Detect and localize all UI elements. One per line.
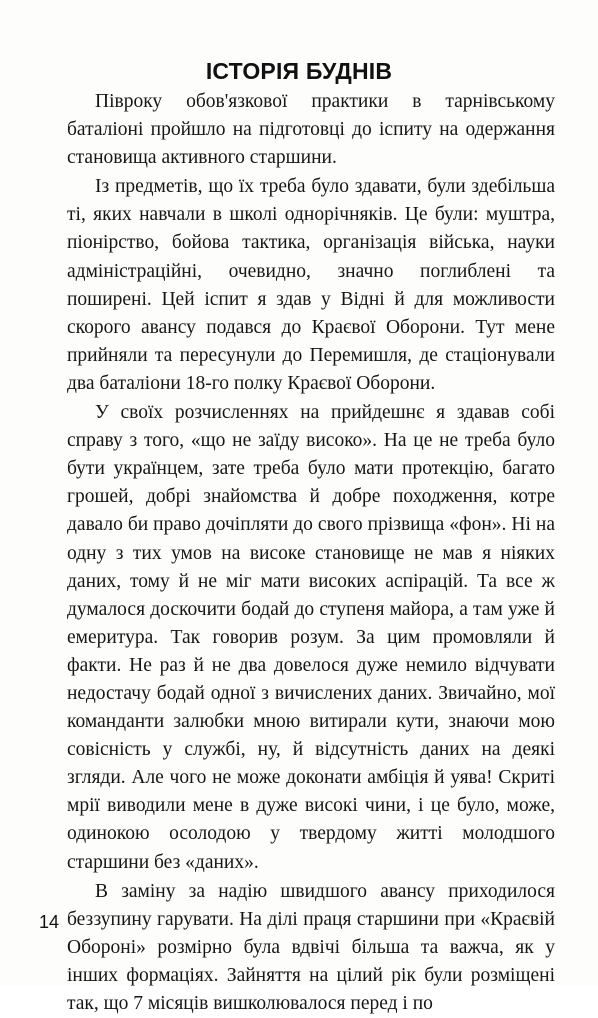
- chapter-heading: ІСТОРІЯ БУДНІВ: [205, 58, 393, 84]
- page-number: 14: [39, 912, 60, 932]
- paragraph: У своїх розчисленнях на прийдешнє я здавав собі справу з того, «що не заїду високо». На це не треба було бути українцем, зате треба було мати протекцію, багато грошей, добрі знайомства й добре походження, котре давало би право дочіпляти до свого прізвища «фон». Ні на одну з тих умов на високе становище не мав я ніяких даних, тому й не міг мати високих аспірацій. Та все ж думалося доскочити бодай до ступеня майора, а там уже й емеритура. Так говорив розум. За цим промовляли й факти. Не раз й не два довелося дуже немило відчувати недостачу бодай одної з вичислених даних. Звичайно, мої команданти залюбки мною витирали кути, знаючи мою совісність у службі, ну, й відсутність даних на деякі згляди. Але чого не може доконати амбіція й уява! Скриті мрії виводили мене в дуже високі чини, і це було, може, одинокою осолодою у твердому житті молодшого старшини без «даних».: [67, 402, 555, 873]
- paragraph: В заміну за надію швидшого авансу приходилося беззупину гарувати. На ділі праця старшини при «Краєвій Обороні» розмірно була вдвічі більша та важча, як у інших формаціях. Зайняття на цілий рік були розміщені так, що 7 місяців вишколювалося перед і по: [67, 880, 555, 1014]
- paragraph: Півроку обов'язкової практики в тарнівському баталіоні пройшло на підготовці до іспиту на одержання становища активного старшини.: [67, 91, 555, 169]
- paragraph: Із предметів, що їх треба було здавати, були здебільша ті, яких навчали в школі однорічняків. Це були: муштра, піонірство, бойова тактика, організація війська, науки адміністраційні, очевидно, значно поглиблені та поширені. Цей іспит я здав у Відні й для можливости скорого авансу подався до Краєвої Оборони. Тут мене прийняли та пересунули до Перемишля, де стаціонували два баталіони 18-го полку Краєвої Оборони.: [67, 176, 555, 394]
- body-text: [67, 88, 555, 1018]
